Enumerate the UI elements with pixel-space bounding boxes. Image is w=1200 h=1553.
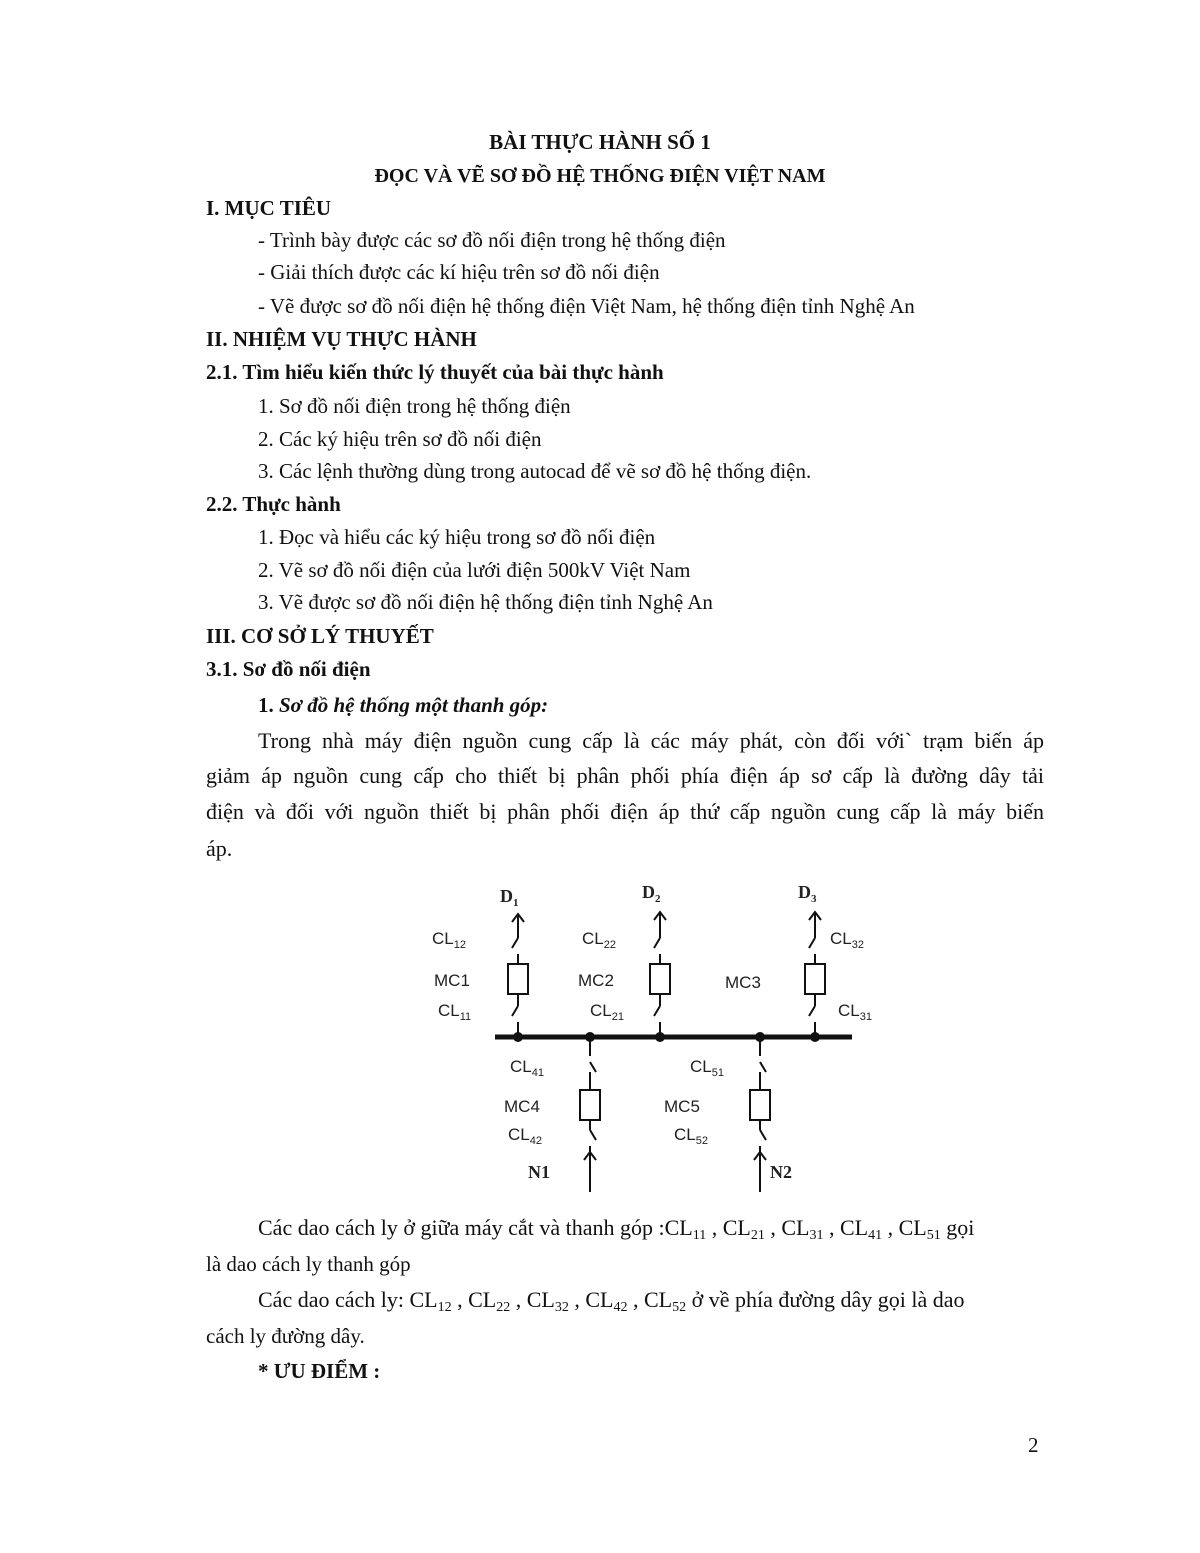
disconnector-icon bbox=[590, 1130, 596, 1140]
theory-item: 2. Các ký hiệu trên sơ đồ nối điện bbox=[258, 427, 542, 451]
label-cl12: $CL_{12}$ bbox=[432, 929, 466, 951]
section3-1-heading: 3.1. Sơ đồ nối điện bbox=[206, 657, 371, 681]
label-cl31: $CL_{31}$ bbox=[838, 1001, 872, 1023]
disconnector-icon bbox=[590, 1062, 596, 1072]
feeder-5 bbox=[664, 1037, 792, 1192]
load-label-d3: $D_3$ bbox=[798, 882, 817, 905]
circuit-breaker-icon bbox=[650, 964, 670, 994]
label-cl51: $CL_{51}$ bbox=[690, 1057, 724, 1079]
disconnector-icon bbox=[512, 1006, 518, 1016]
load-label-d2: $D_2$ bbox=[642, 882, 661, 905]
line-disconnector-text: Các dao cách ly: $CL_{12}$ , $CL_{22}$ , $CL_{32}$ , $CL_{42}$ , $CL_{52}$ ở về phía đường dây gọi là dao bbox=[258, 1287, 965, 1315]
theory-item: 1. Sơ đồ nối điện trong hệ thống điện bbox=[258, 394, 571, 418]
label-cl22: $CL_{22}$ bbox=[582, 929, 616, 951]
paragraph-line: giảm áp nguồn cung cấp cho thiết bị phân phối phía điện áp sơ cấp là đường dây tải bbox=[206, 763, 1044, 788]
circuit-breaker-icon bbox=[508, 964, 528, 994]
label-cl41: $CL_{41}$ bbox=[510, 1057, 544, 1079]
paragraph-line: áp. bbox=[206, 836, 233, 861]
load-label-d1: $D_1$ bbox=[500, 886, 519, 909]
label-mc1: MC1 bbox=[434, 971, 470, 990]
disconnector-icon bbox=[654, 1006, 660, 1016]
objective-item: - Trình bày được các sơ đồ nối điện trong hệ thống điện bbox=[258, 228, 726, 252]
line-disconnector-text-2: cách ly đường dây. bbox=[206, 1324, 365, 1348]
busbar-disconnector-text: Các dao cách ly ở giữa máy cắt và thanh góp $:CL_{11}$ , $CL_{21}$ , $CL_{31}$ , $CL_{41}$ , $CL_{51}$ gọi bbox=[258, 1215, 975, 1243]
feeder-3 bbox=[725, 882, 872, 1037]
label-mc2: MC2 bbox=[578, 971, 614, 990]
page-subtitle: ĐỌC VÀ VẼ SƠ ĐỒ HỆ THỐNG ĐIỆN VIỆT NAM bbox=[374, 165, 826, 187]
section2-2-heading: 2.2. Thực hành bbox=[206, 492, 341, 516]
label-cl52: $CL_{52}$ bbox=[674, 1125, 708, 1147]
label-mc3: MC3 bbox=[725, 973, 761, 992]
label-cl11: $CL_{11}$ bbox=[438, 1001, 472, 1023]
page-number: 2 bbox=[1028, 1433, 1039, 1457]
disconnector-icon bbox=[760, 1130, 766, 1140]
single-busbar-diagram bbox=[420, 876, 900, 1196]
practice-item: 3. Vẽ được sơ đồ nối điện hệ thống điện tỉnh Nghệ An bbox=[258, 590, 713, 614]
busbar-disconnector-text-2: là dao cách ly thanh góp bbox=[206, 1252, 411, 1276]
item-title-text: Sơ đồ hệ thống một thanh góp: bbox=[279, 693, 549, 717]
circuit-breaker-icon bbox=[750, 1090, 770, 1120]
paragraph-line: Trong nhà máy điện nguồn cung cấp là các máy phát, còn đối với` trạm biến áp bbox=[258, 728, 1044, 753]
advantages-heading: * ƯU ĐIỂM : bbox=[258, 1359, 381, 1383]
label-mc4: MC4 bbox=[504, 1097, 540, 1116]
section1-heading: I. MỤC TIÊU bbox=[206, 196, 332, 220]
section2-1-heading: 2.1. Tìm hiểu kiến thức lý thuyết của bài thực hành bbox=[206, 360, 664, 384]
objective-item: - Vẽ được sơ đồ nối điện hệ thống điện Việt Nam, hệ thống điện tỉnh Nghệ An bbox=[258, 294, 915, 318]
disconnector-icon bbox=[512, 938, 518, 948]
circuit-breaker-icon bbox=[805, 964, 825, 994]
label-cl42: $CL_{42}$ bbox=[508, 1125, 542, 1147]
section3-heading: III. CƠ SỞ LÝ THUYẾT bbox=[206, 624, 434, 648]
feeder-2 bbox=[578, 882, 670, 1037]
practice-item: 1. Đọc và hiểu các ký hiệu trong sơ đồ nối điện bbox=[258, 525, 656, 549]
label-mc5: MC5 bbox=[664, 1097, 700, 1116]
item-title bbox=[258, 692, 548, 718]
page-title: BÀI THỰC HÀNH SỐ 1 bbox=[489, 130, 711, 154]
paragraph-line: điện và đối với nguồn thiết bị phân phối điện áp thứ cấp nguồn cung cấp là máy biến bbox=[206, 799, 1044, 824]
objective-item: - Giải thích được các kí hiệu trên sơ đồ nối điện bbox=[258, 260, 660, 284]
practice-item: 2. Vẽ sơ đồ nối điện của lưới điện 500kV Việt Nam bbox=[258, 558, 691, 582]
source-label-n1: N1 bbox=[528, 1162, 550, 1182]
item-number: 1. bbox=[258, 693, 274, 717]
feeder-1 bbox=[432, 886, 528, 1037]
label-cl32: $CL_{32}$ bbox=[830, 929, 864, 951]
disconnector-icon bbox=[654, 938, 660, 948]
disconnector-icon bbox=[809, 1006, 815, 1016]
feeder-4 bbox=[504, 1037, 600, 1192]
theory-item: 3. Các lệnh thường dùng trong autocad để vẽ sơ đồ hệ thống điện. bbox=[258, 459, 812, 483]
circuit-breaker-icon bbox=[580, 1090, 600, 1120]
label-cl21: $CL_{21}$ bbox=[590, 1001, 624, 1023]
disconnector-icon bbox=[809, 938, 815, 948]
section2-heading: II. NHIỆM VỤ THỰC HÀNH bbox=[206, 327, 477, 351]
source-label-n2: N2 bbox=[770, 1162, 792, 1182]
disconnector-icon bbox=[760, 1062, 766, 1072]
